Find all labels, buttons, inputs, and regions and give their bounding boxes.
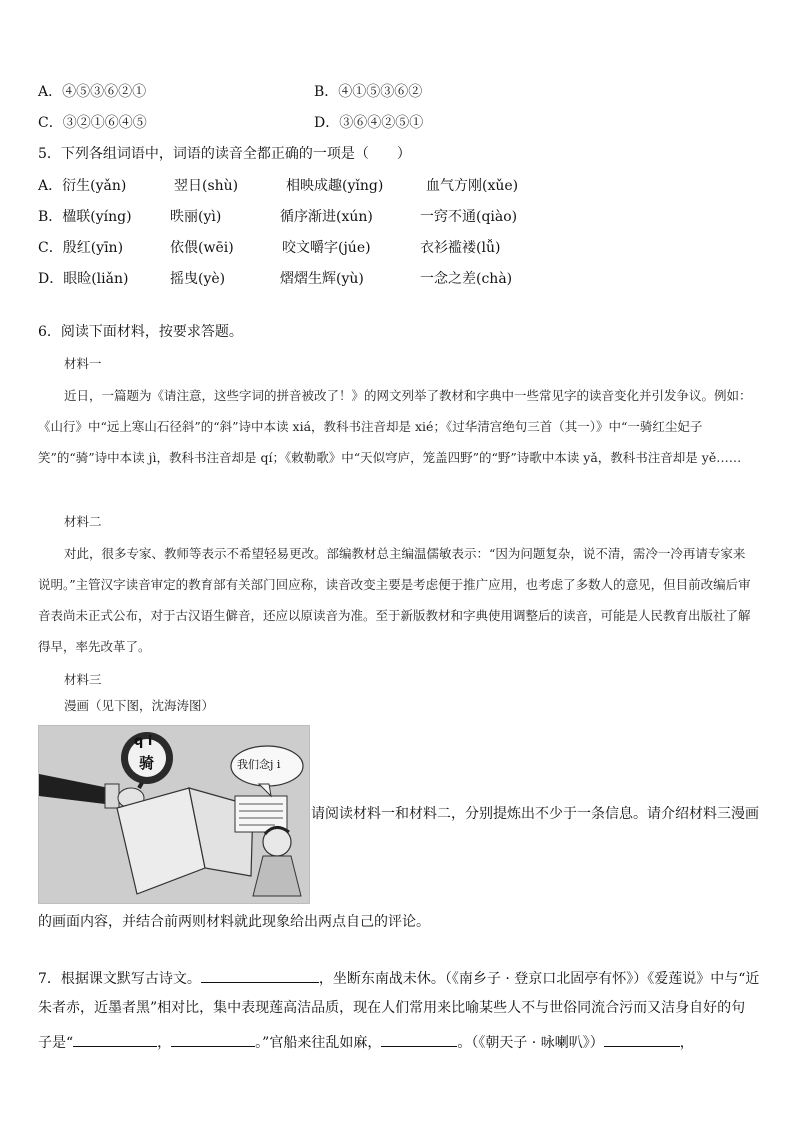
material-2-text [38,538,756,662]
q7-line3-mid: 。”官船来往乱如麻， [255,1035,382,1051]
q5-c-3: 咬文嚼字(júe) [282,240,371,256]
comic-image [38,725,310,904]
q7-intro: 7．根据课文默写古诗文。 [38,971,201,987]
q7-line1-tail: ，坐断东南战未休。（《南乡子 · 登京口北固亭有怀》）《爱莲说》中与“近 [318,971,760,987]
material-1-title: 材料一 [64,356,102,371]
q4-option-d: D．③⑥④②⑤① [314,115,424,131]
q5-a-1: A．衍生(yǎn) [38,178,127,194]
q7-blank-4[interactable] [381,1030,457,1047]
q5-stem: 5．下列各组词语中，词语的读音全都正确的一项是（ ） [38,146,411,162]
q4-option-b: B．④①⑤③⑥② [314,84,423,100]
q6-question-line1: 请阅读材料一和材料二，分别提炼出不少于一条信息。请介绍材料三漫画 [311,806,759,822]
q4-option-c: C．③②①⑥④⑤ [38,115,147,131]
material-1-text [38,380,756,473]
q7-blank-2[interactable] [73,1030,157,1047]
material-2-title: 材料二 [64,514,102,529]
q7-line3 [38,1030,694,1053]
sign-pinyin: q i [134,734,153,749]
q7-line3-after: 。（《朝天子 · 咏喇叭》） [457,1035,604,1051]
q6-question-line2: 的画面内容，并结合前两则材料就此现象给出两点自己的评论。 [38,914,430,930]
q5-b-1: B．楹联(yíng) [38,209,132,225]
material-3-title: 材料三 [64,672,102,687]
q5-a-2: 翌日(shù) [174,178,239,194]
comic-drawing [39,726,309,903]
q5-a-3: 相映成趣(yǐng) [286,178,384,194]
material-3-caption: 漫画（见下图，沈海涛图） [64,698,215,713]
q5-c-1: C．殷红(yīn) [38,240,124,256]
q5-c-2: 依偎(wēi) [170,240,234,256]
q5-d-4: 一念之差(chà) [420,271,513,287]
q7-line3-comma: ， [157,1035,172,1051]
bubble-text: 我们念j i [237,758,281,771]
q5-b-3: 循序渐进(xún) [280,209,373,225]
material-2-paragraph: 对此，很多专家、教师等表示不希望轻易更改。部编教材总主编温儒敏表示：“因为问题复杂，说不清，需冷一冷再请专家来说明。”主管汉字读音审定的教育部有关部门回应称，读音改变主要是考虑便于推广应用，也考虑了多数人的意见，但目前改编后审音表尚未正式公布，对于古汉语生僻音，还应以原读音为准。至于新版教材和字典使用调整后的读音，可能是人民教育出版社了解得早，率先改革了。 [38,546,751,654]
q5-c-4: 衣衫褴褛(lǚ) [420,240,501,256]
q5-b-2: 昳丽(yì) [170,209,222,225]
material-1-paragraph: 近日，一篇题为《请注意，这些字词的拼音被改了！》的网文列举了教材和字典中一些常见字的读音变化并引发争议。例如：《山行》中“远上寒山石径斜”的“斜”诗中本读 xiá，教科书注音却是 xié；《过华清宫绝句三首（其一）》中“一骑红尘妃子笑”的“骑”诗中本读 jì，教科书注音却是 qí；《敕勒歌》中“天似穹庐，笼盖四野”的“野”诗歌中本读 yǎ，教科书注音却是 yě…… [38,388,752,465]
q7-blank-1[interactable] [201,966,319,983]
q5-d-2: 摇曳(yè) [170,271,226,287]
q7-line2: 朱者赤，近墨者黑”相对比，集中表现莲高洁品质，现在人们常用来比喻某些人不与世俗同流合污而又洁身自好的句 [38,1000,746,1016]
q7-blank-3[interactable] [171,1030,255,1047]
q5-b-4: 一窍不通(qiào) [420,209,518,225]
q5-d-1: D．眼睑(liǎn) [38,271,129,287]
q5-a-4: 血气方刚(xǔe) [426,178,519,194]
q7-blank-5[interactable] [604,1030,680,1047]
q6-stem: 6．阅读下面材料，按要求答题。 [38,324,243,340]
q7-line1 [38,966,759,989]
q7-line3-start: 子是“ [38,1035,74,1051]
sign-character: 骑 [139,754,155,772]
q4-option-a: A．④⑤③⑥②① [38,84,147,100]
q7-line3-end: ， [679,1035,694,1051]
q5-d-3: 熠熠生辉(yù) [280,271,364,287]
